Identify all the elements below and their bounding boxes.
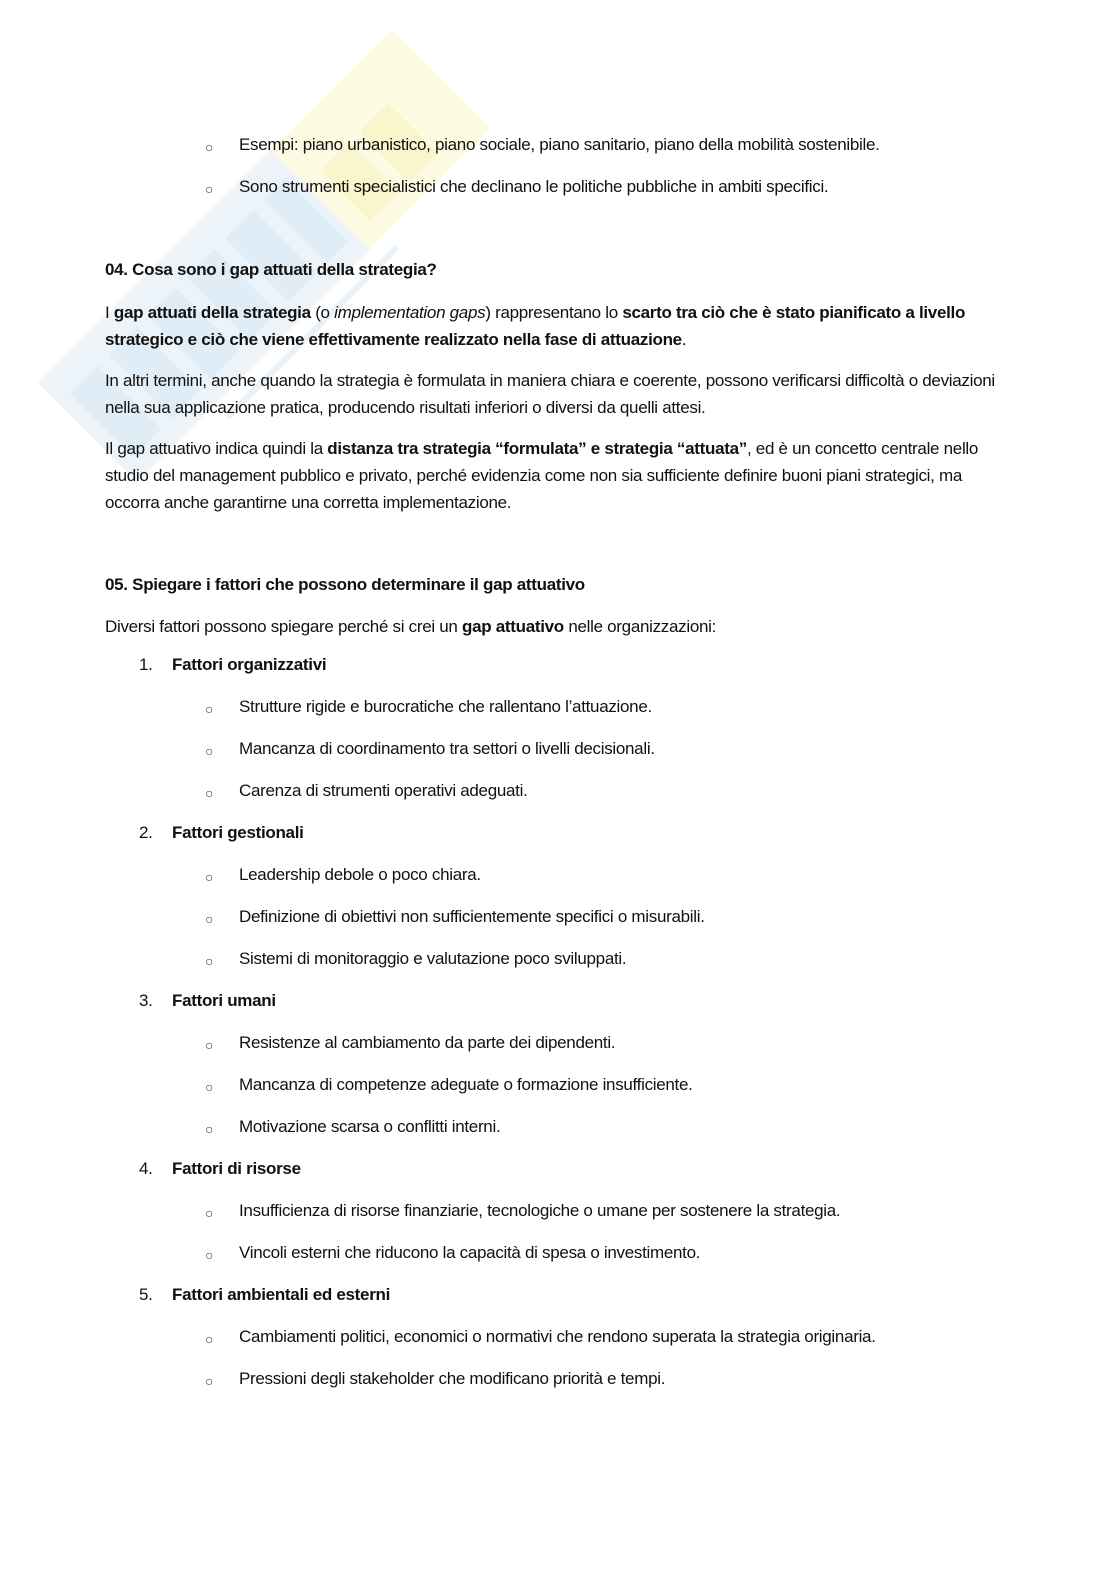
factors-list — [105, 650, 1065, 1406]
list-item-text: Strutture rigide e burocratiche che rallentano l’attuazione. — [239, 697, 652, 716]
paragraph: Il gap attuativo indica quindi la distanza tra strategia “formulata” e strategia “attuata”, ed è un concetto centrale nello studio del management pubblico e privato, perché evidenzia come non sia sufficiente definire buoni piani strategici, ma occorra anche garantirne una corretta implementazione. — [105, 439, 979, 512]
section-heading-04: 04. Cosa sono i gap attuati della strategia? — [105, 260, 437, 279]
circle-bullet-icon: ○ — [205, 1331, 214, 1347]
list-item-text: Cambiamenti politici, economici o normativi che rendono superata la strategia originaria. — [239, 1327, 876, 1346]
numbered-item — [105, 818, 1065, 860]
section-heading-05: 05. Spiegare i fattori che possono determinare il gap attuativo — [105, 575, 585, 594]
list-item — [105, 172, 1065, 214]
numbered-item — [105, 986, 1065, 1028]
list-item-text: Resistenze al cambiamento da parte dei dipendenti. — [239, 1033, 616, 1052]
circle-bullet-icon: ○ — [205, 1373, 214, 1389]
item-title: Fattori di risorse — [172, 1159, 301, 1178]
list-item — [105, 1238, 1065, 1280]
circle-bullet-icon: ○ — [205, 1121, 214, 1137]
list-item-text: Sono strumenti specialistici che declinano le politiche pubbliche in ambiti specifici. — [239, 177, 829, 196]
list-item-text: Pressioni degli stakeholder che modificano priorità e tempi. — [239, 1369, 666, 1388]
circle-bullet-icon: ○ — [205, 869, 214, 885]
list-item — [105, 860, 1065, 902]
list-item-text: Esempi: piano urbanistico, piano sociale, piano sanitario, piano della mobilità sostenibile. — [239, 135, 880, 154]
list-item — [105, 1196, 1065, 1238]
circle-bullet-icon: ○ — [205, 139, 214, 155]
list-item — [105, 130, 1065, 172]
list-item-text: Insufficienza di risorse finanziarie, tecnologiche o umane per sostenere la strategia. — [239, 1201, 841, 1220]
item-number: 2. — [139, 823, 153, 842]
list-item-text: Sistemi di monitoraggio e valutazione poco sviluppati. — [239, 949, 627, 968]
item-title: Fattori umani — [172, 991, 276, 1010]
list-item — [105, 1364, 1065, 1406]
list-item-text: Carenza di strumenti operativi adeguati. — [239, 781, 528, 800]
item-title: Fattori ambientali ed esterni — [172, 1285, 391, 1304]
circle-bullet-icon: ○ — [205, 1037, 214, 1053]
list-item-text: Vincoli esterni che riducono la capacità di spesa o investimento. — [239, 1243, 701, 1262]
circle-bullet-icon: ○ — [205, 181, 214, 197]
list-item — [105, 1112, 1065, 1154]
item-number: 5. — [139, 1285, 153, 1304]
list-item — [105, 734, 1065, 776]
numbered-item — [105, 1154, 1065, 1196]
list-item-text: Mancanza di coordinamento tra settori o livelli decisionali. — [239, 739, 655, 758]
item-number: 4. — [139, 1159, 153, 1178]
list-item-text: Leadership debole o poco chiara. — [239, 865, 481, 884]
item-title: Fattori organizzativi — [172, 655, 327, 674]
circle-bullet-icon: ○ — [205, 1247, 214, 1263]
list-item — [105, 692, 1065, 734]
circle-bullet-icon: ○ — [205, 701, 214, 717]
paragraph: Diversi fattori possono spiegare perché si crei un gap attuativo nelle organizzazioni: — [105, 617, 717, 636]
circle-bullet-icon: ○ — [205, 743, 214, 759]
circle-bullet-icon: ○ — [205, 785, 214, 801]
list-item — [105, 944, 1065, 986]
circle-bullet-icon: ○ — [205, 1079, 214, 1095]
circle-bullet-icon: ○ — [205, 953, 214, 969]
paragraph: I gap attuati della strategia (o implementation gaps) rappresentano lo scarto tra ciò che è stato pianificato a livello strategico e ciò che viene effettivamente realizzato nella fase di attuazione. — [105, 303, 966, 349]
list-item-text: Motivazione scarsa o conflitti interni. — [239, 1117, 501, 1136]
item-number: 3. — [139, 991, 153, 1010]
list-item-text: Definizione di obiettivi non sufficientemente specifici o misurabili. — [239, 907, 705, 926]
list-item — [105, 902, 1065, 944]
paragraph: In altri termini, anche quando la strategia è formulata in maniera chiara e coerente, possono verificarsi difficoltà o deviazioni nella sua applicazione pratica, producendo risultati inferiori o diversi da quelli attesi. — [105, 371, 995, 417]
list-item — [105, 776, 1065, 818]
circle-bullet-icon: ○ — [205, 1205, 214, 1221]
circle-bullet-icon: ○ — [205, 911, 214, 927]
item-number: 1. — [139, 655, 153, 674]
list-item — [105, 1028, 1065, 1070]
list-item-text: Mancanza di competenze adeguate o formazione insufficiente. — [239, 1075, 693, 1094]
numbered-item — [105, 650, 1065, 692]
list-item — [105, 1070, 1065, 1112]
list-item — [105, 1322, 1065, 1364]
item-title: Fattori gestionali — [172, 823, 304, 842]
numbered-item — [105, 1280, 1065, 1322]
document-body — [105, 130, 1065, 1406]
